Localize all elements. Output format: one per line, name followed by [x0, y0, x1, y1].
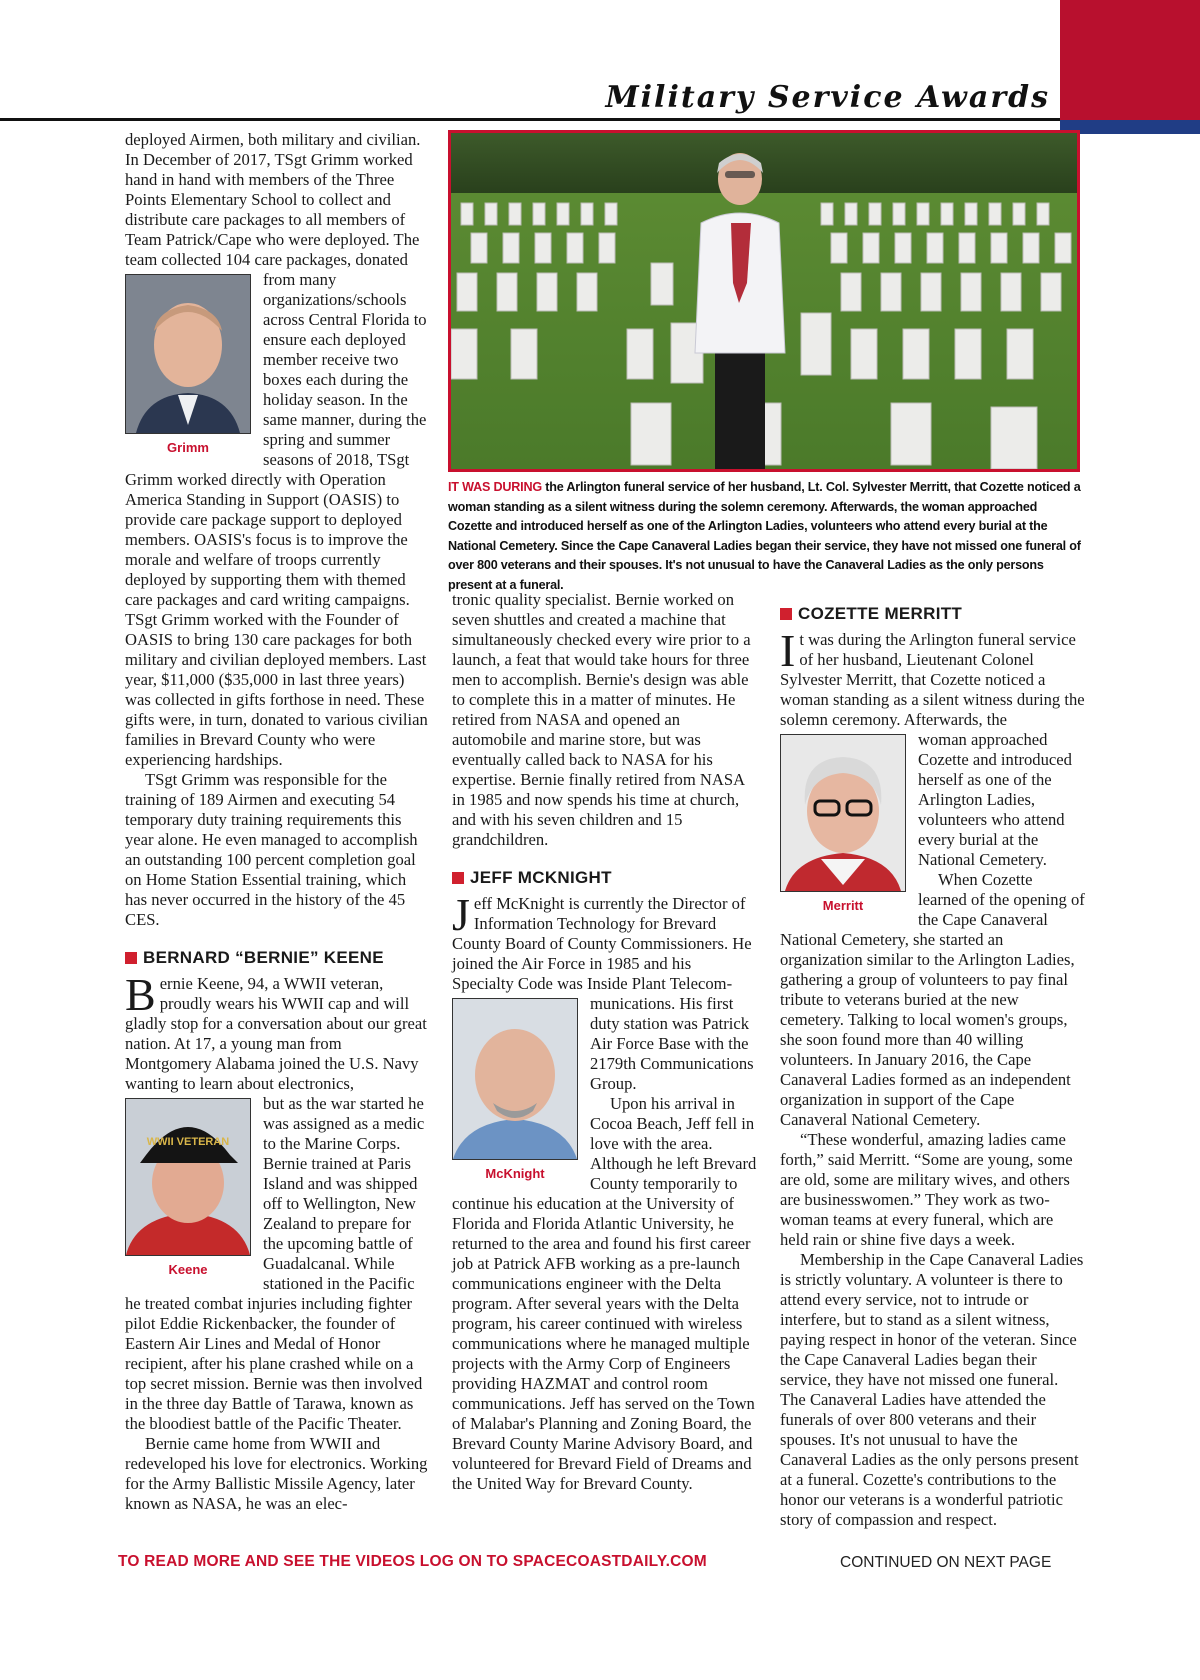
merritt-photo [780, 734, 906, 916]
arlington-cemetery-photo [448, 130, 1080, 472]
grimm-paragraph-2: TSgt Grimm was responsible for the training of 189 Airmen and executing 54 temporary duty training requirements this year alone. He even managed to accomplish an outstanding 100 percent completion goal on Home Station Essential training, which has never occurred in the history of the 45 CES. [125, 770, 418, 929]
merritt-paragraph-4: Membership in the Cape Canaveral Ladies is strictly voluntary. A volunteer is there to attend every service, not to intrude or interfere, but to stand as a silent witness, paying respect in honor of the veteran. Since the Cape Canaveral Ladies began their service, they have not missed one funeral. The Canaveral Ladies have attended the funerals of over 800 veterans and their spouses. It's not unusual to have the Canaveral Ladies as the only persons present at a funeral. Cozette's contributions to the honor our veterans is a wonderful patriotic story of compassion and respect. [780, 1250, 1084, 1529]
merritt-paragraph-3: “These wonderful, amazing ladies came forth,” said Merritt. “Some are young, some are old, some are military wives, and others are businesswomen.” They work as two-woman teams at every funeral, which are held rain or shine five days a week. [780, 1130, 1073, 1249]
keene-dropcap: B [125, 969, 156, 1020]
mcknight-paragraph-1a: eff McKnight is currently the Director of Information Technology for Brevard County Board of County Commissioners. He joined the Air Force in 1985 and his Specialty Code was Inside Plant Telecom- [452, 894, 752, 993]
keene-heading [125, 948, 430, 968]
merritt-photo-caption: Merritt [822, 898, 864, 913]
photo-caption-lead: IT WAS DURING [448, 480, 542, 494]
mcknight-photo-caption: McKnight [485, 1166, 545, 1181]
mcknight-heading-text: JEFF MCKNIGHT [470, 868, 612, 887]
column-1 [125, 130, 430, 1514]
keene-photo [125, 1098, 251, 1280]
grimm-paragraph-1b: from many organizations/schools across Central Florida to ensure each deployed member receive two boxes each during the holiday season. In the same manner, during the spring and summer seasons of 2018, TSgt Grimm worked directly with Operation America Standing in Support (OASIS) to provide care package support to deployed members. OASIS's focus is to improve the morale and welfare of troops currently deployed by supporting them with themed care packages and card writing campaigns. TSgt Grimm worked with the Founder of OASIS to bring 130 care packages for both military and civilian deployed members. Last year, $11,000 ($35,000 in last three years) was collected in gifts forthose in need. These gifts were, in turn, donated to various civilian families in Brevard County who were experiencing hardships. [125, 270, 428, 769]
merritt-portrait-art [781, 735, 905, 891]
footer-website-link[interactable]: TO READ MORE AND SEE THE VIDEOS LOG ON TO SPACECOASTDAILY.COM [118, 1553, 707, 1570]
header-rule [0, 118, 1060, 121]
keene-paragraph-1b: but as the war started he was assigned as a medic to the Marine Corps. Bernie trained at Paris Island and was shipped off to Wellington, New Zealand to prepare for the upcoming battle of Guadalcanal. While stationed in the Pacific he treated combat injuries including fighter pilot Eddie Rickenbacker, the founder of Eastern Air Lines and Medal of Honor recipient, after his plane crashed while on a top secret mission. Bernie was then involved in the three day Battle of Tarawa, known as the bloodiest battle of the Pacific Theater. [125, 1094, 425, 1433]
column-3 [780, 604, 1085, 1530]
grimm-portrait-art [126, 275, 250, 433]
section-marker [452, 872, 464, 884]
keene-photo-caption: Keene [168, 1262, 208, 1277]
merritt-heading-text: COZETTE MERRITT [798, 604, 963, 623]
cemetery-photo-art [451, 133, 1077, 469]
section-marker [780, 608, 792, 620]
section-marker [125, 952, 137, 964]
mcknight-heading [452, 868, 757, 888]
mcknight-paragraph-1b: munications. His first duty station was Patrick Air Force Base with the 2179th Communications Group. [590, 994, 754, 1093]
keene-heading-text: BERNARD “BERNIE” KEENE [143, 948, 384, 967]
keene-portrait-art [126, 1099, 250, 1255]
keene-paragraph-1a: ernie Keene, 94, a WWII veteran, proudly wears his WWII cap and will gladly stop for a conversation about our great nation. At 17, a young man from Montgomery Alabama joined the U.S. Navy wanting to learn about electronics, [125, 974, 427, 1093]
mcknight-dropcap: J [452, 889, 470, 940]
keene-cap-text: WWII VETERAN [146, 1136, 230, 1148]
keene-paragraph-2: Bernie came home from WWII and redeveloped his love for electronics. Working for the Army Ballistic Missile Agency, later known as NASA, he was an elec- [125, 1434, 428, 1513]
grimm-photo [125, 274, 251, 458]
footer-continued: CONTINUED ON NEXT PAGE [840, 1554, 1052, 1571]
mcknight-photo [452, 998, 578, 1184]
merritt-paragraph-1b: woman approached Cozette and introduced herself as one of the Arlington Ladies, volunteers who attend every burial at the National Cemetery. [918, 730, 1072, 869]
merritt-paragraph-1a: t was during the Arlington funeral service of her husband, Lieutenant Colonel Sylvester Merritt, that Cozette noticed a woman standing as a silent witness during the solemn ceremony. Afterwards, the [780, 630, 1085, 729]
photo-caption-text: the Arlington funeral service of her husband, Lt. Col. Sylvester Merritt, that Cozette noticed a woman standing as a silent witness during the solemn ceremony. Afterwards, the woman approached Cozette and introduced herself as one of the Arlington Ladies, volunteers who attend every burial at the National Cemetery. Since the Cape Canaveral Ladies began their service, they have not missed one funeral of over 800 veterans and their spouses. It's not unusual to have the Canaveral Ladies as the only persons present at a funeral. [448, 480, 1081, 592]
corner-blue-stripe [1060, 120, 1200, 134]
mcknight-portrait-art [453, 999, 577, 1159]
merritt-heading [780, 604, 1085, 624]
grimm-paragraph-1a: deployed Airmen, both military and civilian. In December of 2017, TSgt Grimm worked hand in hand with members of the Three Points Elementary School to collect and distribute care packages to all members of Team Patrick/Cape who were deployed. The team collected 104 care packages, donated [125, 130, 421, 269]
photo-caption [448, 478, 1084, 595]
merritt-dropcap: I [780, 625, 796, 676]
column-2 [452, 590, 757, 1494]
mcknight-paragraph-2: Upon his arrival in Cocoa Beach, Jeff fell in love with the area. Although he left Brevard County temporarily to continue his education at the University of Florida and Florida Atlantic University, he returned to the area and found his first career job at Patrick AFB working as a pre-launch communications engineer with the Delta program. After several years with the Delta program, his career continued with wireless communications where he managed multiple projects with the Army Corp of Engineers providing HAZMAT and control room communications. Jeff has served on the Town of Malabar's Planning and Zoning Board, the Brevard County Marine Advisory Board, and volunteered for Brevard Field of Dreams and the United Way for Brevard County. [452, 1094, 757, 1493]
grimm-photo-caption: Grimm [167, 440, 209, 455]
merritt-paragraph-2: When Cozette learned of the opening of the Cape Canaveral National Cemetery, she started an organization similar to the Arlington Ladies, gathering a group of volunteers to pay final tribute to veterans buried at the new cemetery. Talking to local women's groups, she soon found more than 40 willing volunteers. In January 2016, the Cape Canaveral Ladies formed as an independent organization in support of the Cape Canaveral National Cemetery. [780, 870, 1085, 1129]
section-title: Military Service Awards [605, 80, 1050, 115]
corner-red-block [1060, 0, 1200, 120]
keene-paragraph-3: tronic quality specialist. Bernie worked on seven shuttles and created a machine that simultaneously checked every wire prior to a launch, a feat that would take hours for three men to accomplish. Bernie's design was able to complete this in a matter of minutes. He retired from NASA and opened an automobile and marine store, but was eventually called back to NASA for his expertise. Bernie finally retired from NASA in 1985 and now spends his time at church, and with his seven children and 15 grandchildren. [452, 590, 751, 849]
